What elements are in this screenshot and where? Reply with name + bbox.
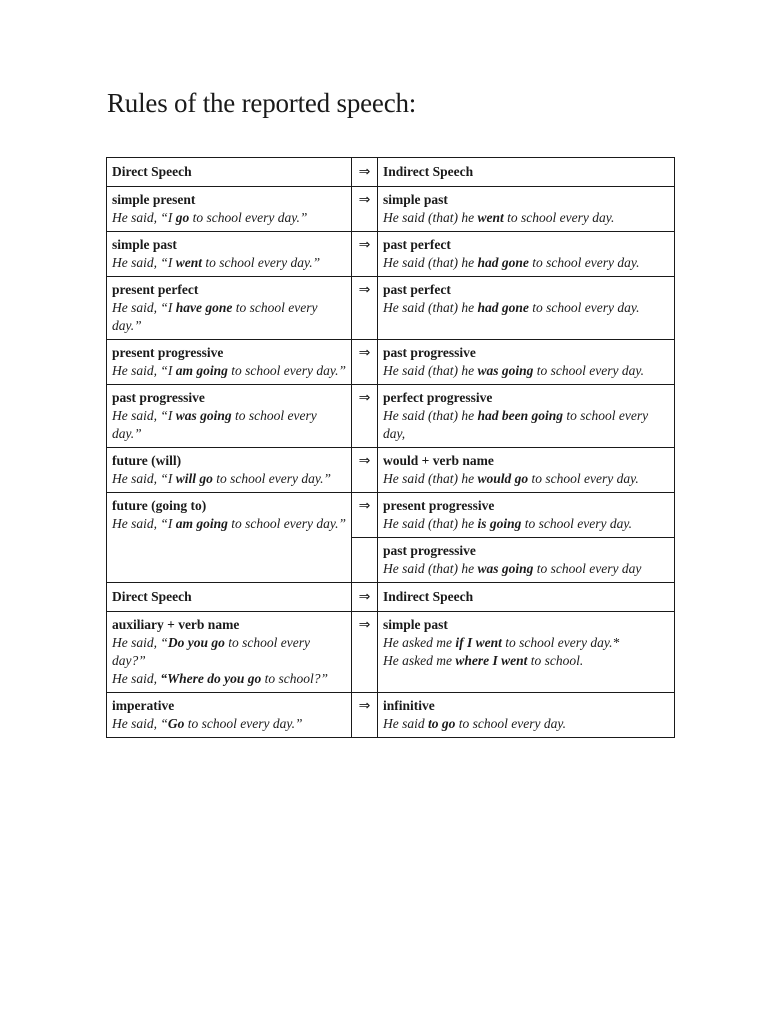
example-text: He said (that) he [383,210,478,225]
double-right-arrow-icon: ⇒ [352,340,378,385]
tense-label: present perfect [112,282,199,297]
example-sentence [383,362,670,380]
tense-label: simple past [112,237,177,252]
example-text: He said, “I [112,255,176,270]
example-text: to school every day. [521,516,632,531]
direct-speech-cell [107,340,352,385]
example-text: to school every day.* [501,635,620,650]
double-right-arrow-icon: ⇒ [352,612,378,693]
example-sentence [112,634,347,670]
tense-label: past progressive [112,390,205,405]
example-sentence [112,209,347,227]
double-right-arrow-icon: ⇒ [352,493,378,538]
example-sentence [383,634,670,652]
example-text: He said, “I [112,516,176,531]
tense-label: past progressive [383,543,476,558]
tense-row [107,187,675,232]
tense-label: past perfect [383,237,451,252]
tense-label: past progressive [383,345,476,360]
tense-label: infinitive [383,698,435,713]
emphasized-verb: was going [175,408,232,423]
example-sentence [112,254,347,272]
emphasized-verb: where I went [455,653,528,668]
emphasized-verb: “Where do you go [160,671,262,686]
example-text: He said (that) he [383,255,478,270]
indirect-speech-cell [378,385,675,448]
example-text: He said, “I [112,363,176,378]
double-right-arrow-icon: ⇒ [352,232,378,277]
example-sentence [383,209,670,227]
example-text: He said (that) he [383,561,478,576]
example-text: to school every day, [383,408,649,441]
example-text: to school every day.” [112,408,317,441]
example-sentence [383,254,670,272]
double-right-arrow-icon: ⇒ [352,448,378,493]
direct-speech-cell [107,493,352,583]
example-text: to school every day. [528,300,640,315]
example-text: to school every day.” [212,471,331,486]
example-text: He said, “I [112,471,176,486]
indirect-speech-cell [378,187,675,232]
example-text: to school every day. [528,471,639,486]
tense-row [107,493,675,538]
example-sentence [112,715,347,733]
example-text: He said (that) he [383,516,478,531]
tense-label: past perfect [383,282,451,297]
example-text: to school every day.” [202,255,321,270]
example-text: He said (that) he [383,471,478,486]
example-text: He said, “ [112,716,168,731]
arrow-empty-cell [352,538,378,583]
example-text: He said, “I [112,408,176,423]
tense-label: present progressive [383,498,495,513]
direct-speech-cell [107,693,352,738]
example-text: to school every day [533,561,642,576]
double-right-arrow-icon: ⇒ [352,187,378,232]
emphasized-verb: Do you go [167,635,225,650]
page-title: Rules of the reported speech: [107,88,417,118]
double-right-arrow-icon: ⇒ [352,385,378,448]
example-sentence [112,670,347,688]
emphasized-verb: to go [428,716,456,731]
example-text: to school every day. [455,716,566,731]
example-sentence [383,560,670,578]
tense-label: perfect progressive [383,390,493,405]
emphasized-verb: am going [175,516,228,531]
emphasized-verb: will go [175,471,213,486]
tense-row [107,448,675,493]
example-sentence [112,515,347,533]
tense-row [107,612,675,693]
example-text: He said, “I [112,210,176,225]
tense-row [107,340,675,385]
indirect-speech-cell [378,693,675,738]
emphasized-verb: is going [477,516,522,531]
emphasized-verb: Go [167,716,185,731]
tense-row [107,232,675,277]
example-sentence [112,362,347,380]
example-text: He said (that) he [383,300,478,315]
emphasized-verb: am going [175,363,228,378]
example-text: He said (that) he [383,408,478,423]
example-sentence [383,299,670,317]
tense-label: present progressive [112,345,224,360]
tense-label: simple past [383,192,448,207]
tense-label: simple present [112,192,196,207]
tense-label: future (will) [112,453,182,468]
indirect-speech-header: Indirect Speech [378,158,675,187]
double-right-arrow-icon: ⇒ [352,583,378,612]
example-text: He asked me [383,653,456,668]
emphasized-verb: went [477,210,504,225]
example-text: to school every day.” [189,210,308,225]
example-text: to school every day.” [227,363,346,378]
emphasized-verb: had gone [477,300,529,315]
emphasized-verb: go [175,210,190,225]
example-sentence [112,407,347,443]
emphasized-verb: was going [477,561,534,576]
tense-label: simple past [383,617,448,632]
reported-speech-table [106,157,675,738]
emphasized-verb: was going [477,363,534,378]
example-text: He said, “I [112,300,176,315]
emphasized-verb: had been going [477,408,563,423]
direct-speech-header: Direct Speech [107,583,352,612]
emphasized-verb: if I went [455,635,502,650]
direct-speech-cell [107,277,352,340]
tense-label: future (going to) [112,498,207,513]
indirect-speech-cell [378,277,675,340]
header-row [107,583,675,612]
example-sentence [383,470,670,488]
example-sentence [112,470,347,488]
example-text: to school. [527,653,584,668]
double-right-arrow-icon: ⇒ [352,158,378,187]
emphasized-verb: went [175,255,203,270]
example-text: to school every day?” [112,635,310,668]
direct-speech-cell [107,232,352,277]
direct-speech-cell [107,385,352,448]
example-sentence [383,715,670,733]
emphasized-verb: had gone [477,255,529,270]
indirect-speech-cell [378,340,675,385]
example-text: to school every day.” [184,716,303,731]
example-text: He said, “ [112,635,168,650]
example-text: He said, [112,671,161,686]
double-right-arrow-icon: ⇒ [352,693,378,738]
tense-label: imperative [112,698,175,713]
emphasized-verb: would go [477,471,529,486]
example-text: to school every day. [533,363,644,378]
direct-speech-cell [107,612,352,693]
example-sentence [383,515,670,533]
indirect-speech-cell [378,538,675,583]
example-text: to school?” [261,671,329,686]
example-text: He asked me [383,635,456,650]
example-text: to school every day. [503,210,615,225]
indirect-speech-cell [378,612,675,693]
direct-speech-cell [107,187,352,232]
example-sentence [383,652,670,670]
header-row [107,158,675,187]
example-sentence [383,407,670,443]
example-sentence [112,299,347,335]
direct-speech-header: Direct Speech [107,158,352,187]
tense-label: auxiliary + verb name [112,617,240,632]
example-text: to school every day.” [112,300,318,333]
double-right-arrow-icon: ⇒ [352,277,378,340]
example-text: to school every day.” [227,516,346,531]
tense-row [107,385,675,448]
indirect-speech-cell [378,493,675,538]
indirect-speech-cell [378,232,675,277]
indirect-speech-header: Indirect Speech [378,583,675,612]
emphasized-verb: have gone [175,300,233,315]
tense-row [107,693,675,738]
indirect-speech-cell [378,448,675,493]
tense-row [107,277,675,340]
direct-speech-cell [107,448,352,493]
tense-label: would + verb name [383,453,494,468]
example-text: to school every day. [528,255,640,270]
example-text: He said (that) he [383,363,478,378]
example-text: He said [383,716,428,731]
